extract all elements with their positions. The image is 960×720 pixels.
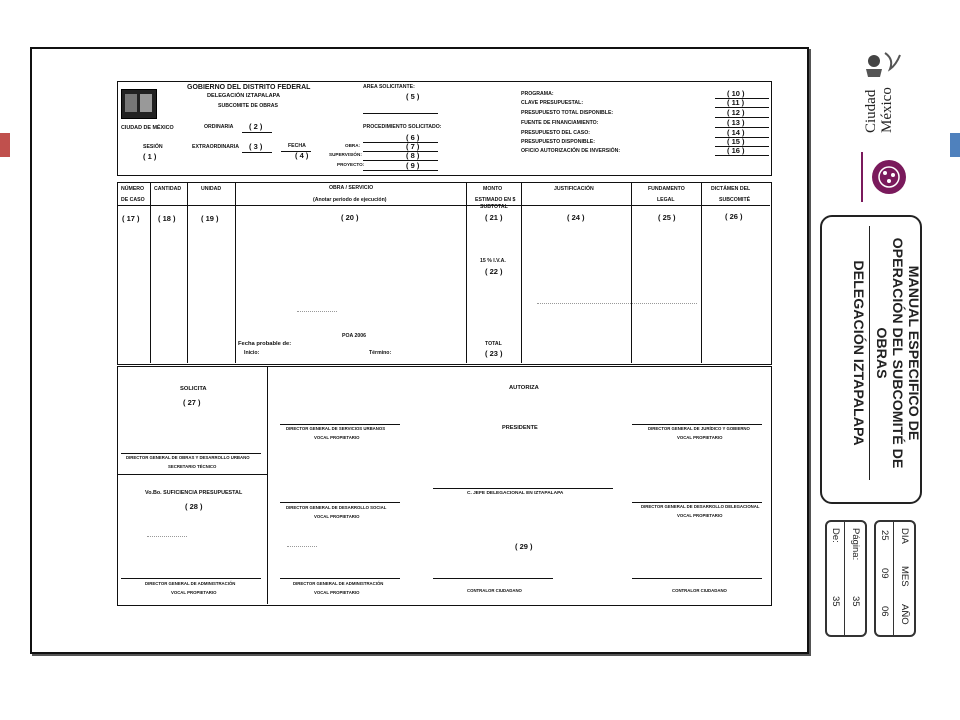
extraordinaria-label: EXTRAORDINARIA xyxy=(192,144,239,150)
dir-social-label: DIRECTOR GENERAL DE DESARROLLO SOCIAL xyxy=(286,505,387,510)
program-field-label: PRESUPUESTO DEL CASO: xyxy=(521,130,590,136)
num-24: ( 24 ) xyxy=(567,213,585,222)
procedimiento-num: ( 6 ) xyxy=(406,133,420,142)
num-23: ( 23 ) xyxy=(485,349,503,358)
contralor-2-label: CONTRALOR CIUDADANO xyxy=(672,588,727,593)
th-justificacion: JUSTIFICACIÓN xyxy=(554,186,594,192)
page-box xyxy=(825,520,867,637)
num-28: ( 28 ) xyxy=(185,502,203,511)
gov-title: GOBIERNO DEL DISTRITO FEDERAL xyxy=(187,84,311,91)
num-26: ( 26 ) xyxy=(725,212,743,221)
title-subtitle: DELEGACIÓN IZTAPALAPA xyxy=(850,260,866,446)
dir-admin-left-label: DIRECTOR GENERAL DE ADMINISTRACIÓN xyxy=(145,581,236,586)
dir-admin-mid-label: DIRECTOR GENERAL DE ADMINISTRACIÓN xyxy=(293,581,384,586)
th-cantidad: CANTIDAD xyxy=(154,186,182,192)
ciudad-mexico-logo xyxy=(860,47,906,135)
program-field-label: PRESUPUESTO TOTAL DISPONIBLE: xyxy=(521,110,614,116)
supervision-num: ( 8 ) xyxy=(406,151,420,160)
th-dictamen-1: DICTÁMEN DEL xyxy=(711,186,751,192)
subcomite-form xyxy=(117,81,772,606)
num-29: ( 29 ) xyxy=(515,542,533,551)
proyecto-label: PROYECTO: xyxy=(337,162,365,167)
th-numero-2: DE CASO xyxy=(121,197,145,203)
dir-juridico-label: DIRECTOR GENERAL DE JURÍDICO Y GOBIERNO xyxy=(648,426,750,431)
page-value: 35 xyxy=(850,596,861,607)
th-obra-2: (Anotar periodo de ejecución) xyxy=(313,197,387,203)
fecha-num: ( 4 ) xyxy=(295,151,309,160)
th-numero-1: NÚMERO xyxy=(121,186,145,192)
date-label-dia: DIA xyxy=(899,528,910,544)
date-value-mes: 09 xyxy=(879,568,890,579)
sesion-label: SESIÓN xyxy=(143,144,163,150)
obra-num: ( 7 ) xyxy=(406,142,420,151)
date-value-dia: 25 xyxy=(879,530,890,541)
th-monto-2: ESTIMADO EN $ xyxy=(475,197,516,203)
program-field-num: ( 14 ) xyxy=(727,128,745,137)
dir-servicios-label: DIRECTOR GENERAL DE SERVICIOS URBANOS xyxy=(286,426,386,431)
num-27: ( 27 ) xyxy=(183,398,201,407)
program-field-num: ( 11 ) xyxy=(727,98,745,107)
sesion-num: ( 1 ) xyxy=(143,152,157,161)
title-line-2: OPERACIÓN DEL SUBCOMITÉ DE xyxy=(889,237,905,469)
area-label: AREA SOLICITANTE: xyxy=(363,84,415,90)
autoriza-label: AUTORIZA xyxy=(509,385,539,391)
procedimiento-label: PROCEDIMIENTO SOLICITADO: xyxy=(363,124,442,130)
th-fundamento-1: FUNDAMENTO xyxy=(648,186,685,192)
obras-table xyxy=(117,182,772,365)
vobo-label: Vo.Bo. SUFICIENCIA PRESUPUESTAL xyxy=(145,490,243,496)
iva-label: 15 % I.V.A. xyxy=(480,258,506,264)
program-field-label: PRESUPUESTO DISPONIBLE: xyxy=(521,139,595,145)
proyecto-num: ( 9 ) xyxy=(406,161,420,170)
extraordinaria-num: ( 3 ) xyxy=(249,142,263,151)
area-num: ( 5 ) xyxy=(406,92,420,101)
secretario-label: SECRETARIO TÉCNICO xyxy=(168,464,217,469)
logo-text-1: Ciudad xyxy=(863,89,879,133)
num-25: ( 25 ) xyxy=(658,213,676,222)
th-monto-1: MONTO xyxy=(483,186,503,192)
vocal-delegacional-label: VOCAL PROPIETARIO xyxy=(677,513,723,518)
th-obra-1: OBRA / SERVICIO xyxy=(329,185,374,191)
inicio-label: Inicio: xyxy=(244,350,260,356)
th-fundamento-2: LEGAL xyxy=(657,197,675,203)
obra-label: OBRA: xyxy=(345,143,361,148)
contralor-1-label: CONTRALOR CIUDADANO xyxy=(467,588,522,593)
manual-title xyxy=(829,218,921,488)
th-dictamen-2: SUBCOMITÉ xyxy=(719,197,751,203)
poa-label: POA 2006 xyxy=(342,333,367,339)
date-label-ano: AÑO xyxy=(899,604,910,625)
right-accent-bar xyxy=(950,133,960,157)
dir-obras-label: DIRECTOR GENERAL DE OBRAS Y DESARROLLO URBANO xyxy=(126,455,250,460)
total-label: TOTAL xyxy=(485,341,502,347)
termino-label: Término: xyxy=(369,350,392,356)
program-field-label: PROGRAMA: xyxy=(521,91,554,97)
fecha-probable-label: Fecha probable de: xyxy=(238,341,292,347)
logo-text-2: México xyxy=(879,87,895,133)
vocal-admin-mid-label: VOCAL PROPIETARIO xyxy=(314,590,360,595)
jefe-delegacional-label: C. JEFE DELEGACIONAL EN IZTAPALAPA xyxy=(467,491,564,496)
date-box xyxy=(874,520,916,637)
subcomite-title: SUBCOMITE DE OBRAS xyxy=(218,103,278,109)
fecha-label: FECHA xyxy=(288,143,306,149)
program-field-label: OFICIO AUTORIZACIÓN DE INVERSIÓN: xyxy=(521,148,621,154)
date-label-mes: MES xyxy=(899,566,910,587)
num-18: ( 18 ) xyxy=(158,214,176,223)
delegacion-crest-icon xyxy=(121,89,157,119)
brand-divider xyxy=(861,152,863,202)
ordinaria-num: ( 2 ) xyxy=(249,122,263,131)
title-line-3: OBRAS xyxy=(873,327,889,379)
vocal-left-label: VOCAL PROPIETARIO xyxy=(171,590,217,595)
program-field-label: FUENTE DE FINANCIAMIENTO: xyxy=(521,120,599,126)
num-19: ( 19 ) xyxy=(201,214,219,223)
num-17: ( 17 ) xyxy=(122,214,140,223)
vocal-social-label: VOCAL PROPIETARIO xyxy=(314,514,360,519)
subtotal-label: SUBTOTAL xyxy=(480,204,508,210)
ciudad-label: CIUDAD DE MÉXICO xyxy=(121,125,174,131)
num-22: ( 22 ) xyxy=(485,267,503,276)
num-21: ( 21 ) xyxy=(485,213,503,222)
title-line-1: MANUAL ESPECIFICO DE xyxy=(905,265,921,441)
page-label: Página: xyxy=(850,528,861,561)
delegacion-logo-icon xyxy=(864,152,910,202)
solicita-label: SOLICITA xyxy=(180,386,207,392)
th-unidad: UNIDAD xyxy=(201,186,222,192)
de-value: 35 xyxy=(830,596,841,607)
left-accent-bar xyxy=(0,133,10,157)
dir-delegacional-label: DIRECTOR GENERAL DE DESARROLLO DELEGACIONAL xyxy=(641,504,760,509)
num-20: ( 20 ) xyxy=(341,213,359,222)
delegacion-title: DELEGACIÓN IZTAPALAPA xyxy=(207,93,281,99)
ordinaria-label: ORDINARIA xyxy=(204,124,234,130)
program-field-num: ( 10 ) xyxy=(727,89,745,98)
program-field-num: ( 16 ) xyxy=(727,146,745,155)
vocal-juridico-label: VOCAL PROPIETARIO xyxy=(677,435,723,440)
program-field-num: ( 13 ) xyxy=(727,118,745,127)
program-field-num: ( 15 ) xyxy=(727,137,745,146)
date-value-ano: 06 xyxy=(879,606,890,617)
program-field-label: CLAVE PRESUPUESTAL: xyxy=(521,100,584,106)
de-label: De: xyxy=(830,528,841,543)
signatures-box xyxy=(117,366,772,606)
vocal-servicios-label: VOCAL PROPIETARIO xyxy=(314,435,360,440)
supervision-label: SUPERVISIÓN: xyxy=(329,152,362,157)
program-field-num: ( 12 ) xyxy=(727,108,745,117)
presidente-label: PRESIDENTE xyxy=(502,425,538,431)
